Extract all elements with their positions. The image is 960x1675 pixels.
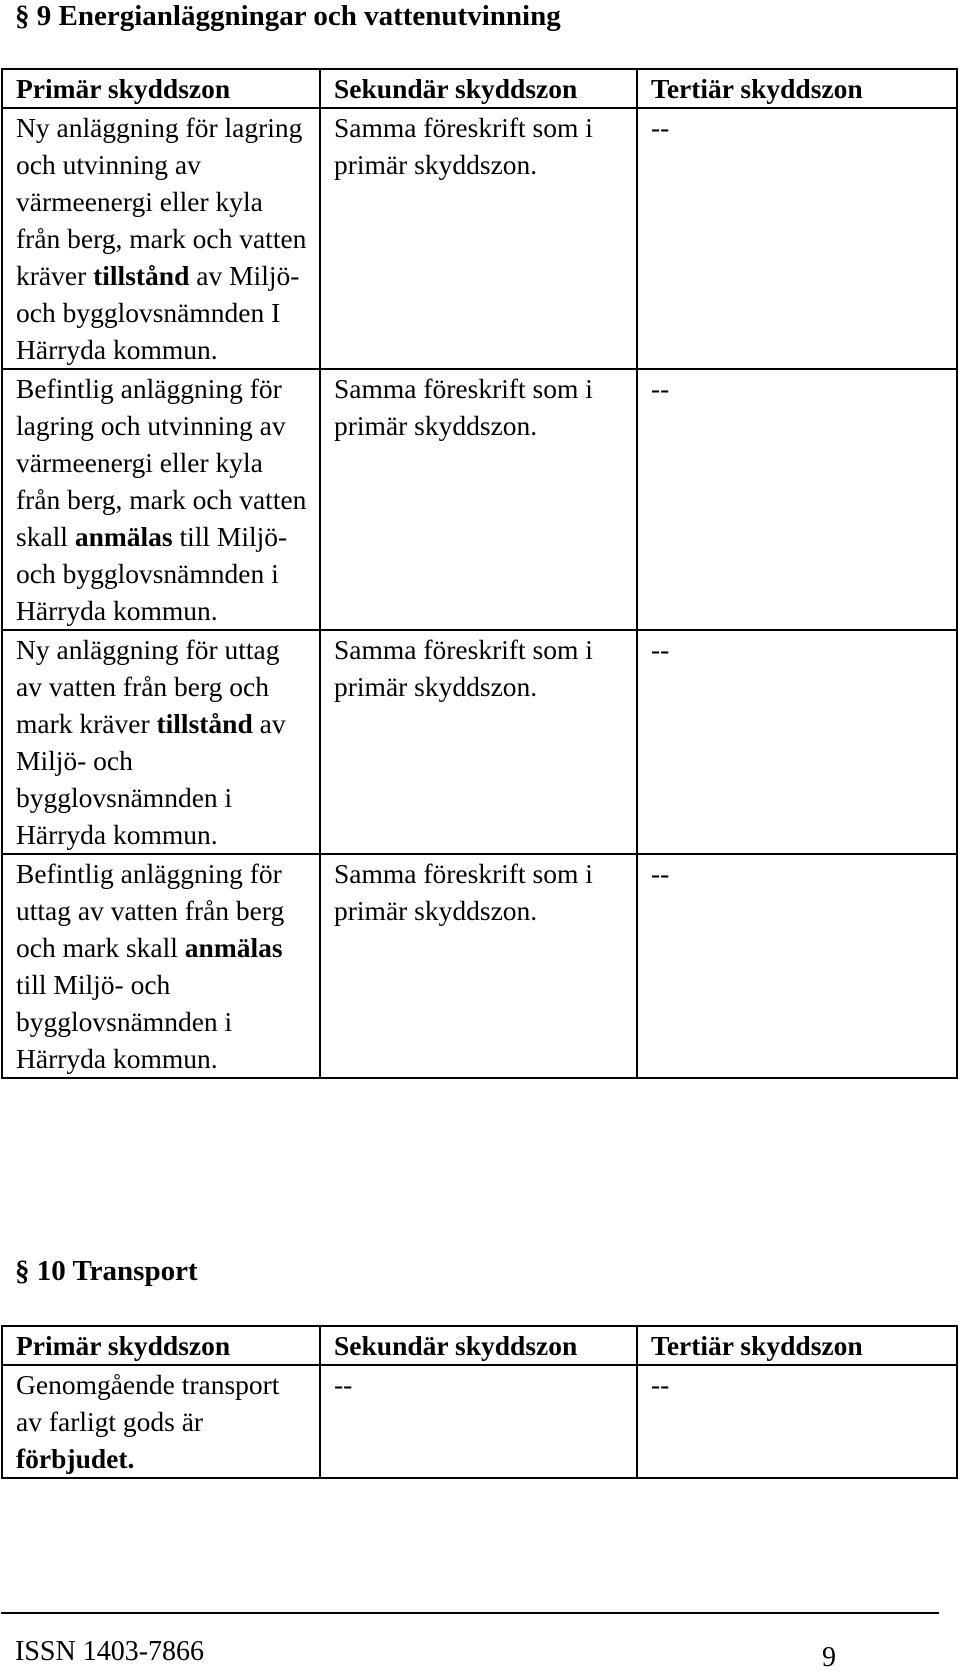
primary-zone-cell xyxy=(2,108,320,369)
secondary-zone-cell: -- xyxy=(320,1365,637,1478)
column-header-tertiary-zone: Tertiär skyddszon xyxy=(637,1326,957,1365)
column-header-secondary-zone: Sekundär skyddszon xyxy=(320,69,637,108)
regulation-text: av Miljö- och bygglovsnämnden I Härryda kommun. xyxy=(16,260,300,365)
regulation-text: av Miljö- och bygglovsnämnden i Härryda kommun. xyxy=(16,708,286,850)
column-header-primary-zone: Primär skyddszon xyxy=(2,69,320,108)
tertiary-zone-cell: -- xyxy=(637,369,957,630)
column-header-secondary-zone: Sekundär skyddszon xyxy=(320,1326,637,1365)
primary-zone-cell xyxy=(2,630,320,854)
table-row xyxy=(2,630,957,854)
primary-zone-cell xyxy=(2,369,320,630)
table-header-row xyxy=(2,1326,957,1365)
footer-divider xyxy=(1,1612,939,1614)
table-row xyxy=(2,108,957,369)
regulation-text: till Miljö- och bygglovsnämnden i Härryda kommun. xyxy=(16,969,233,1074)
tertiary-zone-cell: -- xyxy=(637,1365,957,1478)
energy-regulations-table xyxy=(1,68,958,1079)
regulation-text: till Miljö- och bygglovsnämnden i Härryda kommun. xyxy=(16,521,288,626)
secondary-zone-cell: Samma föreskrift som i primär skyddszon. xyxy=(320,369,637,630)
tertiary-zone-cell: -- xyxy=(637,854,957,1078)
transport-table-body xyxy=(2,1365,957,1478)
page-number: 9 xyxy=(822,1642,836,1673)
column-header-tertiary-zone: Tertiär skyddszon xyxy=(637,69,957,108)
table-row xyxy=(2,369,957,630)
secondary-zone-cell: Samma föreskrift som i primär skyddszon. xyxy=(320,854,637,1078)
emphasized-term: anmälas xyxy=(74,521,173,552)
secondary-zone-cell: Samma föreskrift som i primär skyddszon. xyxy=(320,108,637,369)
primary-zone-cell xyxy=(2,1365,320,1478)
footer-issn: ISSN 1403-7866 xyxy=(15,1636,205,1667)
regulation-text: Befintlig anläggning för uttag av vatten från berg och mark skall xyxy=(16,858,285,963)
primary-zone-cell xyxy=(2,854,320,1078)
section-heading-transport: § 10 Transport xyxy=(15,1255,198,1287)
table-row xyxy=(2,1365,957,1478)
emphasized-term: tillstånd xyxy=(93,260,190,291)
emphasized-term: tillstånd xyxy=(156,708,253,739)
tertiary-zone-cell: -- xyxy=(637,108,957,369)
regulation-text: Ny anläggning för lagring och utvinning av värmeenergi eller kyla från berg, mark och vatten kräver xyxy=(16,112,307,291)
table-header-row xyxy=(2,69,957,108)
regulation-text: Genomgående transport av farligt gods är xyxy=(16,1369,280,1437)
transport-regulations-table xyxy=(1,1325,958,1479)
column-header-primary-zone: Primär skyddszon xyxy=(2,1326,320,1365)
regulation-text: Befintlig anläggning för lagring och utvinning av värmeenergi eller kyla från berg, mark och vatten skall xyxy=(16,373,307,552)
section-heading-energy: § 9 Energianläggningar och vattenutvinning xyxy=(15,0,561,32)
table-row xyxy=(2,854,957,1078)
regulation-text: Ny anläggning för uttag av vatten från berg och mark kräver xyxy=(16,634,280,739)
energy-table-body xyxy=(2,108,957,1078)
emphasized-term: anmälas xyxy=(184,932,283,963)
tertiary-zone-cell: -- xyxy=(637,630,957,854)
emphasized-term: förbjudet. xyxy=(16,1443,135,1474)
secondary-zone-cell: Samma föreskrift som i primär skyddszon. xyxy=(320,630,637,854)
